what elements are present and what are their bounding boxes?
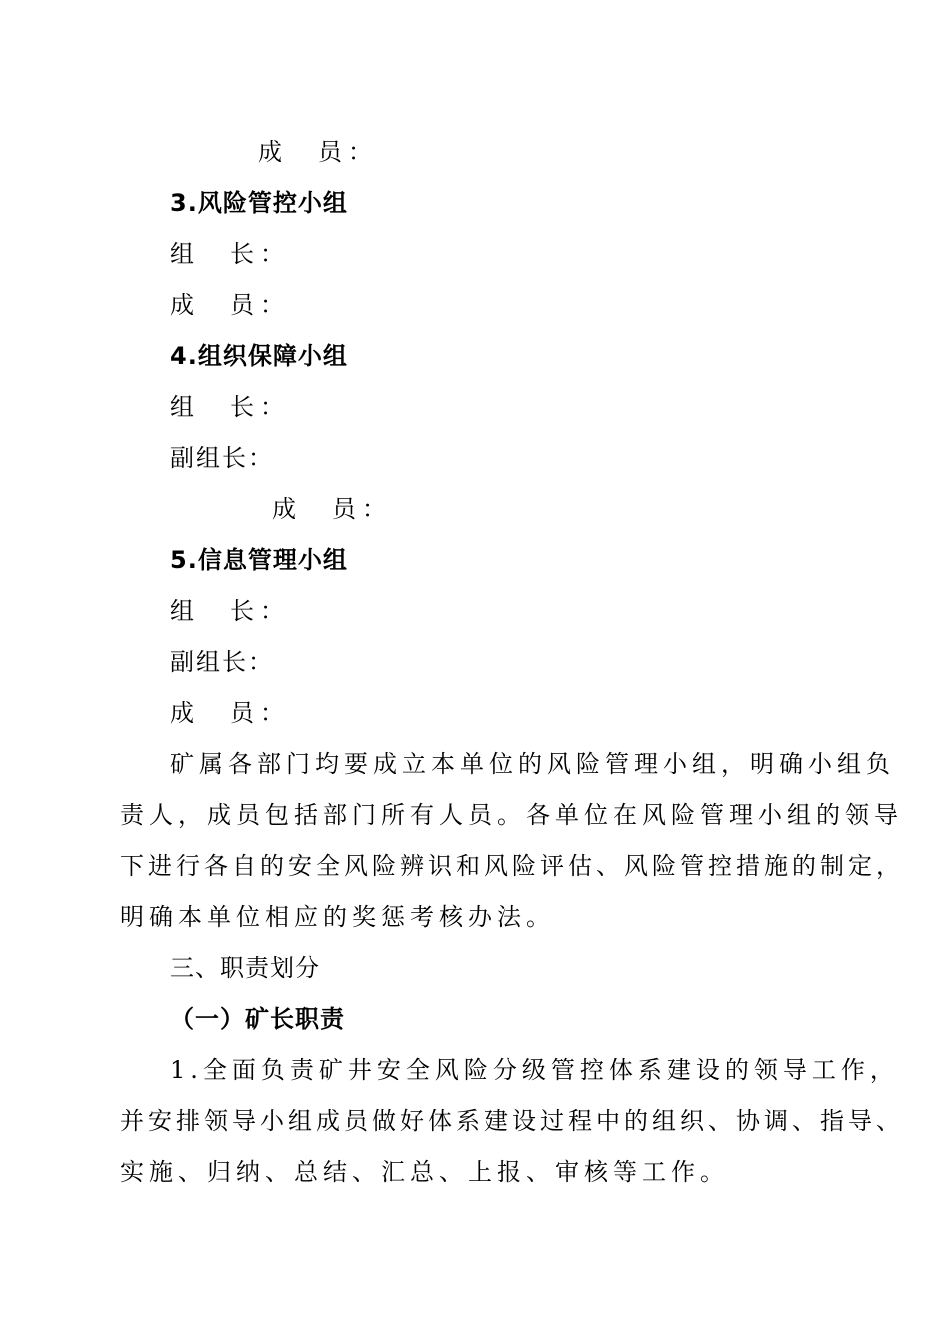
leader-label-4: 组 长： [170,393,290,421]
paragraph-line: 并安排领导小组成员做好体系建设过程中的组织、协调、指导、 [120,1107,904,1135]
subsection-title: （一）矿长职责 [170,1005,345,1033]
members-label-4: 成 员： [272,495,392,523]
members-label-5: 成 员： [170,699,290,727]
paragraph-line: 下进行各自的安全风险辨识和风险评估、风险管控措施的制定， [120,852,904,880]
members-label-3: 成 员： [170,291,290,319]
paragraph-line: 矿属各部门均要成立本单位的风险管理小组，明确小组负 [170,750,895,778]
paragraph-line: 1.全面负责矿井安全风险分级管控体系建设的领导工作， [170,1056,899,1084]
paragraph-line: 责人，成员包括部门所有人员。各单位在风险管理小组的领导 [120,801,903,829]
section-heading-3: 3.风险管控小组 [170,189,348,217]
section-heading-4: 4.组织保障小组 [170,342,348,370]
deputy-leader-label-5: 副组长： [170,648,274,676]
leader-label-3: 组 长： [170,240,290,268]
members-label-2: 成 员： [258,138,378,166]
deputy-leader-label-4: 副组长： [170,444,274,472]
section-heading-5: 5.信息管理小组 [170,546,348,574]
section-title: 三、职责划分 [170,954,320,982]
leader-label-5: 组 长： [170,597,290,625]
paragraph-line: 实施、归纳、总结、汇总、上报、审核等工作。 [120,1158,729,1186]
paragraph-line: 明确本单位相应的奖惩考核办法。 [120,903,555,931]
